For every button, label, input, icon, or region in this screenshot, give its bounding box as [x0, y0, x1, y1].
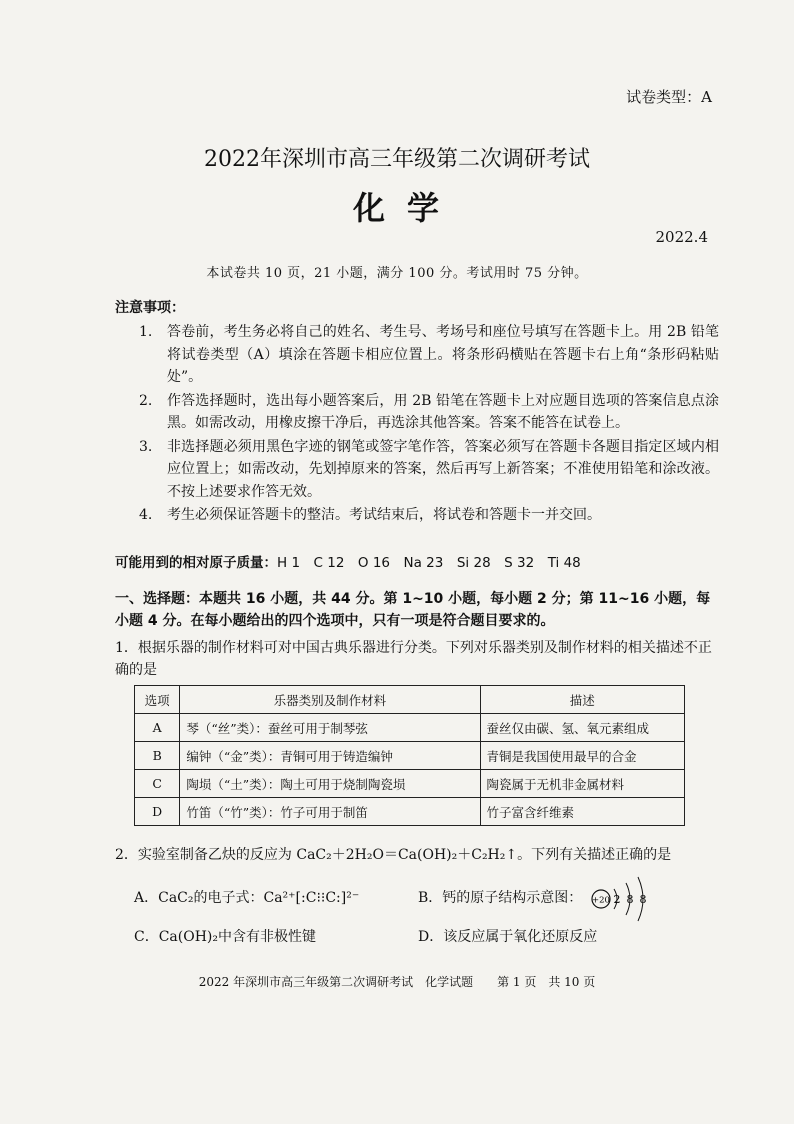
table-cell: 陶瓷属于无机非金属材料: [480, 770, 685, 798]
exam-title: 2022年深圳市高三年级第二次调研考试: [204, 147, 590, 172]
notice-item-text: 答卷前，考生务必将自己的姓名、考生号、考场号和座位号填写在答题卡上。用 2B 铅笔将试卷类型（A）填涂在答题卡相应位置上。将条形码横贴在答题卡右上角“条形码粘贴处”。: [167, 324, 719, 385]
notice-item-number: 2.: [139, 392, 153, 409]
question-2-stem: 2．实验室制备乙炔的反应为 CaC₂＋2H₂O＝Ca(OH)₂＋C₂H₂↑。下列有关描述正确的是: [115, 847, 672, 863]
exam-date: 2022.4: [655, 228, 708, 246]
notice-list: [139, 321, 719, 528]
notice-item-text: 考生必须保证答题卡的整洁。考试结束后，将试卷和答题卡一并交回。: [167, 507, 601, 523]
table-header: 描述: [480, 686, 685, 714]
table-cell: 琴（“丝”类）：蚕丝可用于制琴弦: [180, 714, 480, 742]
table-cell: 竹笛（“竹”类）：竹子可用于制笛: [180, 798, 480, 826]
shell-electrons: 2: [613, 893, 621, 906]
calcium-atom-diagram: [591, 872, 661, 922]
question-1-table: [134, 685, 685, 826]
notice-item-text: 非选择题必须用黑色字迹的钢笔或签字笔作答，答案必须写在答题卡各题目指定区域内相应位置上；如需改动，先划掉原来的答案，然后再写上新答案；不准使用铅笔和涂改液。不按上述要求作答无效。: [167, 438, 719, 500]
table-cell: 陶埙（“土”类）：陶土可用于烧制陶瓷埙: [180, 770, 480, 798]
table-row: [135, 770, 685, 798]
table-row: [135, 742, 685, 770]
exam-info: 本试卷共 10 页，21 小题，满分 100 分。考试用时 75 分钟。: [206, 266, 588, 281]
page-footer: 2022 年深圳市高三年级第二次调研考试 化学试题 第 1 页 共 10 页: [198, 975, 596, 989]
table-row: [135, 798, 685, 826]
option-d: D．该反应属于氧化还原反应: [418, 929, 598, 945]
notice-item: [139, 321, 719, 389]
notice-item-number: 3.: [139, 438, 153, 455]
subject-title: 化学: [352, 189, 461, 227]
option-c: C．Ca(OH)₂中含有非极性键: [134, 929, 316, 945]
table-cell: B: [135, 742, 180, 770]
atomic-mass-line: [115, 551, 581, 571]
notice-item: [139, 390, 719, 435]
table-header-row: [135, 686, 685, 714]
table-cell: 竹子富含纤维素: [480, 798, 685, 826]
notice-item-number: 4.: [139, 507, 153, 523]
notice-item-number: 1.: [139, 324, 153, 340]
table-row: [135, 714, 685, 742]
option-b: B．钙的原子结构示意图：: [418, 890, 583, 906]
table-header: 乐器类别及制作材料: [180, 686, 480, 714]
table-cell: D: [135, 798, 180, 826]
shell-electrons: 8: [639, 893, 647, 906]
shell-electrons: 8: [626, 893, 634, 906]
notice-item-text: 作答选择题时，选出每小题答案后，用 2B 铅笔在答题卡上对应题目选项的答案信息点涂黑。如需改动，用橡皮擦干净后，再选涂其他答案。答案不能答在试卷上。: [167, 392, 719, 431]
notice-item: [139, 504, 719, 527]
atomic-mass-values: H 1 C 12 O 16 Na 23 Si 28 S 32 Ti 48: [277, 555, 581, 571]
paper-type-label: 试卷类型：A: [626, 88, 712, 106]
nucleus-charge: +20: [592, 895, 610, 906]
table-cell: 青铜是我国使用最早的合金: [480, 742, 685, 770]
table-cell: A: [135, 714, 180, 742]
section-heading: 一、选择题：本题共 16 小题，共 44 分。第 1~10 小题，每小题 2 分；第 11~16 小题，每小题 4 分。在每小题给出的四个选项中，只有一项是符合题目要求的。: [115, 591, 711, 629]
question-1-stem: 1．根据乐器的制作材料可对中国古典乐器进行分类。下列对乐器类别及制作材料的相关描述不正确的是: [115, 640, 712, 678]
table-cell: 编钟（“金”类）：青铜可用于铸造编钟: [180, 742, 480, 770]
table-cell: 蚕丝仅由碳、氢、氧元素组成: [480, 714, 685, 742]
notice-item: [139, 436, 719, 504]
notice-heading: 注意事项：: [115, 300, 185, 316]
atomic-mass-label: 可能用到的相对原子质量：: [115, 555, 277, 571]
table-cell: C: [135, 770, 180, 798]
table-header: 选项: [135, 686, 180, 714]
option-a: A．CaC₂的电子式：Ca²⁺[:C⁝⁝C:]²⁻: [134, 890, 360, 906]
